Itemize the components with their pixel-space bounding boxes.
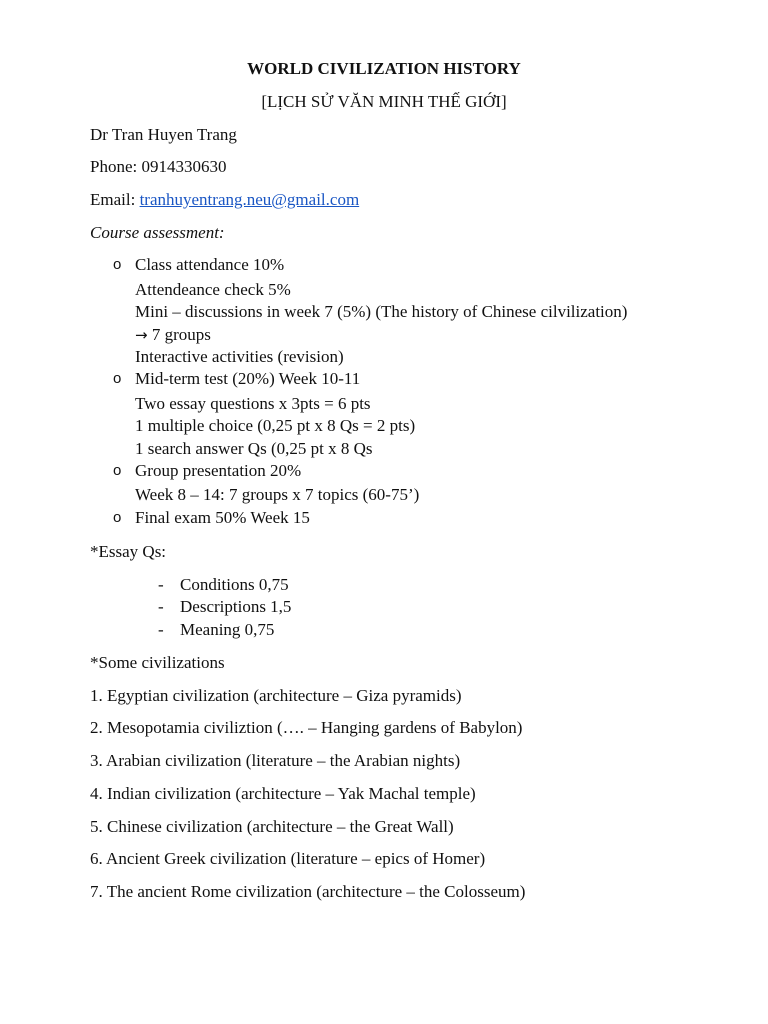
assessment-detail: Attendeance check 5%	[135, 280, 291, 299]
dash-marker: -	[158, 575, 164, 594]
assessment-item-label: Mid-term test (20%) Week 10-11	[135, 369, 361, 388]
assessment-item-label: Class attendance 10%	[135, 255, 285, 274]
assessment-detail: 1 multiple choice (0,25 pt x 8 Qs = 2 pts)	[135, 416, 416, 435]
essay-item: Descriptions 1,5	[180, 597, 292, 616]
civilization-item: 1. Egyptian civilization (architecture – Giza pyramids)	[90, 686, 462, 705]
assessment-detail: Week 8 – 14: 7 groups x 7 topics (60-75’)	[135, 485, 420, 504]
civilization-item: 4. Indian civilization (architecture – Yak Machal temple)	[90, 784, 476, 803]
civilizations-heading: *Some civilizations	[90, 653, 225, 672]
civilization-item: 7. The ancient Rome civilization (architecture – the Colosseum)	[90, 882, 526, 901]
arrow-right-icon: →	[135, 326, 148, 344]
essay-item: Meaning 0,75	[180, 620, 275, 639]
essay-heading: *Essay Qs:	[90, 542, 167, 561]
bullet-marker: o	[113, 256, 122, 273]
assessment-item-label: Group presentation 20%	[135, 461, 302, 480]
email-link[interactable]: tranhuyentrang.neu@gmail.com	[139, 190, 360, 209]
assessment-item-label: Final exam 50% Week 15	[135, 508, 310, 527]
civilization-item: 3. Arabian civilization (literature – the Arabian nights)	[90, 751, 461, 770]
document-subtitle: [LỊCH SỬ VĂN MINH THẾ GIỚI]	[261, 92, 507, 111]
bullet-marker: o	[113, 370, 122, 387]
civilization-item: 6. Ancient Greek civilization (literature – epics of Homer)	[90, 849, 486, 868]
dash-marker: -	[158, 620, 164, 639]
document-title: WORLD CIVILIZATION HISTORY	[247, 59, 521, 78]
instructor-name: Dr Tran Huyen Trang	[90, 125, 237, 144]
assessment-detail: Mini – discussions in week 7 (5%) (The history of Chinese cilvilization)	[135, 302, 628, 321]
assessment-detail: 1 search answer Qs (0,25 pt x 8 Qs	[135, 439, 373, 458]
assessment-detail-arrow-line	[135, 325, 211, 345]
civilization-item: 2. Mesopotamia civiliztion (…. – Hanging gardens of Babylon)	[90, 718, 523, 737]
assessment-detail: 7 groups	[151, 325, 211, 344]
bullet-marker: o	[113, 462, 122, 479]
dash-marker: -	[158, 597, 164, 616]
assessment-detail: Interactive activities (revision)	[135, 347, 344, 366]
assessment-detail: Two essay questions x 3pts = 6 pts	[135, 394, 371, 413]
bullet-marker: o	[113, 509, 122, 526]
essay-item: Conditions 0,75	[180, 575, 289, 594]
phone-line: Phone: 0914330630	[90, 157, 227, 176]
civilization-item: 5. Chinese civilization (architecture – the Great Wall)	[90, 817, 454, 836]
email-line	[90, 190, 359, 210]
assessment-heading: Course assessment:	[90, 223, 225, 242]
email-label: Email:	[90, 190, 140, 209]
